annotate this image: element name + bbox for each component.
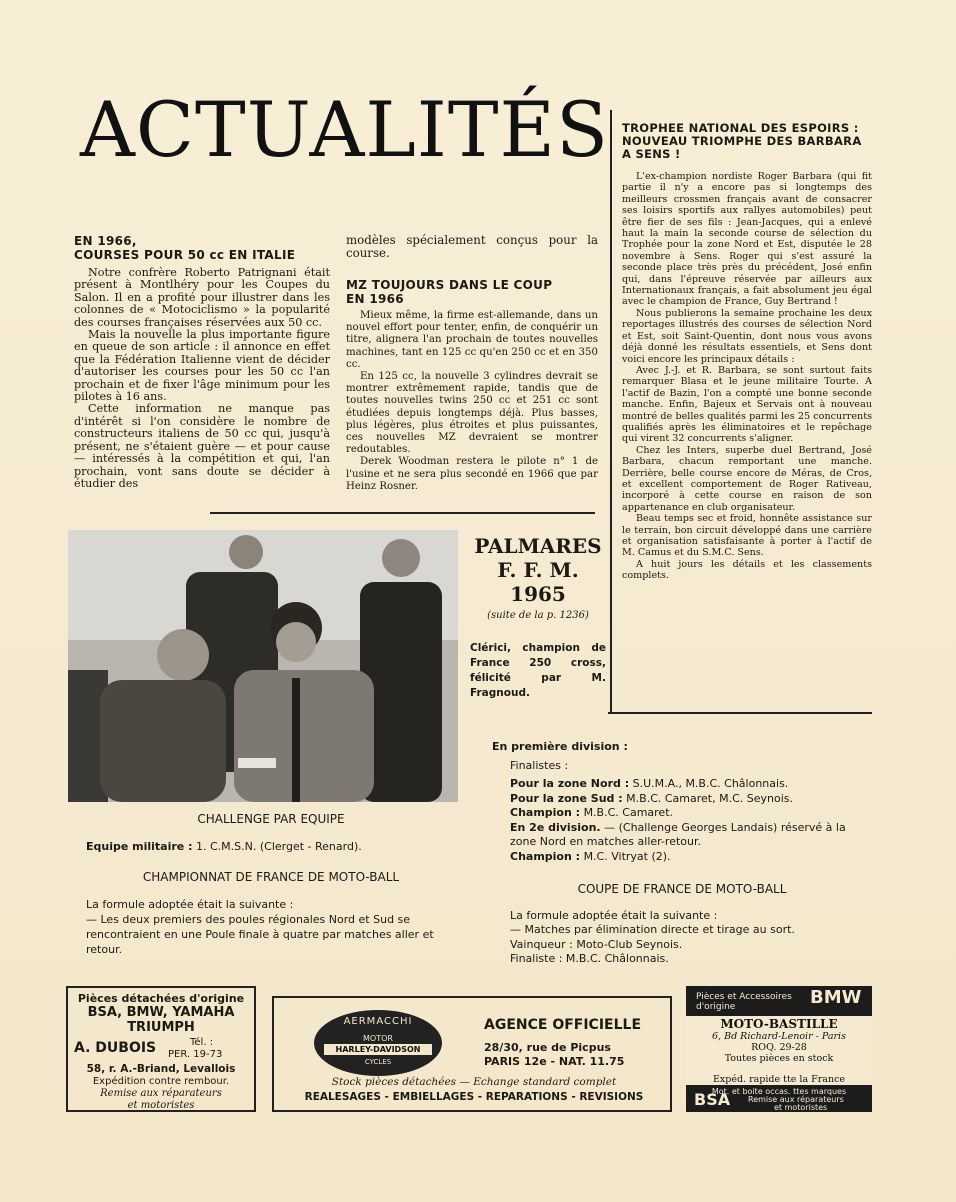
right-article-title-3: A SENS !	[622, 147, 681, 161]
ad-line: Expédition contre rembour.	[92, 1076, 230, 1087]
right-article-title-1: TROPHEE NATIONAL DES ESPOIRS :	[622, 121, 859, 135]
continuation-text: modèles spécialement conçus pour la course.	[346, 233, 598, 260]
ad-line: Pièces détachées d'origine	[77, 992, 245, 1005]
results-left	[86, 812, 456, 957]
left-article-body	[74, 267, 330, 490]
palmares-block	[470, 534, 606, 701]
premiere-division: En première division :	[492, 740, 628, 753]
masthead: ACTUALITÉS	[80, 85, 610, 174]
stock-line: Stock pièces détachées — Echange standard complet	[331, 1076, 617, 1088]
aermacchi-logo	[314, 1010, 442, 1076]
ad-line: et motoristes	[774, 1103, 828, 1112]
photo-caption: Clérici, champion de France 250 cross, félicité par M. Fragnoud.	[470, 642, 606, 699]
moto-ball-title: CHAMPIONNAT DE FRANCE DE MOTO-BALL	[142, 870, 400, 884]
paragraph: Cette information ne manque pas d'intérêt si l'on considère le nombre de constructeurs italiens de 50 cc qui, jusqu'à présent, ne s'étaient guère — et pour cause — intéressés à la compétition et qui, l'an prochain, vont sans doute se décider à étudier des	[74, 402, 330, 490]
logo-text: CYCLES	[364, 1058, 392, 1066]
champion-value: M.C. Vitryat (2).	[583, 849, 671, 863]
ad-aermacchi	[272, 996, 672, 1112]
paragraph: Mieux même, la firme est-allemande, dans un nouvel effort pour tenter, enfin, de conquérir un titre, alignera l'an prochain de toutes nouvelles machines, tant en 125 cc qu'en 250 cc et en 350 cc.	[346, 310, 598, 370]
logo-text: AERMACCHI	[343, 1016, 413, 1027]
news-photo	[68, 530, 458, 802]
ad-line: Mot. et boite occas. ttes marques	[711, 1087, 847, 1096]
ad-bmw	[686, 986, 872, 1112]
coupe-title: COUPE DE FRANCE DE MOTO-BALL	[577, 882, 787, 896]
vainqueur: Vainqueur : Moto-Club Seynois.	[510, 937, 683, 951]
sud-label: Pour la zone Sud :	[510, 791, 623, 805]
middle-article-title-1: MZ TOUJOURS DANS LE COUP	[346, 278, 553, 292]
right-article-body	[622, 171, 872, 582]
equipe-value: 1. C.M.S.N. (Clerget - Renard).	[196, 840, 362, 853]
palmares-year: 1965	[510, 582, 566, 606]
formule-item: — Les deux premiers des poules régionales Nord et Sud se rencontraient en une Poule finale à quatre par matches aller et retour.	[86, 913, 434, 956]
formule-text: La formule adoptée était la suivante :	[86, 898, 294, 911]
ad-dubois	[66, 986, 256, 1112]
sud-value: M.B.C. Camaret, M.C. Seynois.	[626, 791, 794, 805]
ad-tel: ROQ. 29-28	[751, 1042, 807, 1053]
champion-label: Champion :	[510, 806, 581, 819]
ad-line: Remise aux réparateurs	[748, 1095, 844, 1104]
agence-address: PARIS 12e - NAT. 11.75	[484, 1055, 625, 1068]
right-article	[622, 122, 872, 582]
ad-name: A. DUBOIS	[74, 1040, 157, 1056]
ad-line: Pièces et Accessoires	[696, 992, 792, 1002]
middle-article	[346, 234, 598, 493]
ad-line: d'origine	[696, 1002, 736, 1012]
middle-article-body	[346, 310, 598, 493]
paragraph: Nous publierons la semaine prochaine les deux reportages illustrés des courses de sélection Nord et Est, soit Saint-Quentin, dont nous vous avons déjà donné les résultats essentiels, et Sens dont voici encore les principaux détails :	[622, 307, 872, 365]
finalistes-label: Finalistes :	[510, 758, 569, 772]
ad-line: Expéd. rapide tte la France	[686, 1074, 872, 1085]
ad-line: BSA, BMW, YAMAHA	[87, 1005, 235, 1020]
champion-value: M.B.C. Camaret.	[583, 806, 674, 819]
palmares-suite: (suite de la p. 1236)	[487, 610, 589, 621]
palmares-subtitle: F. F. M.	[497, 558, 579, 582]
left-article-title-1: EN 1966,	[74, 234, 137, 248]
divider	[608, 712, 872, 714]
ad-address: 6, Bd Richard-Lenoir - Paris	[712, 1031, 846, 1042]
ad-bmw-inner	[686, 1016, 872, 1074]
nord-label: Pour la zone Nord :	[510, 777, 630, 790]
palmares-title: PALMARES	[474, 534, 602, 558]
nord-value: S.U.M.A., M.B.C. Châlonnais.	[632, 777, 789, 790]
ad-line: et motoristes	[127, 1100, 195, 1111]
paragraph: En 125 cc, la nouvelle 3 cylindres devrait se montrer extrêmement rapide, tandis que de toutes nouvelles twins 250 cc et 251 cc sont étudiées depuis longtemps déjà. Plus basses, plus légères, plus étroites et plus puissantes, ces nouvelles MZ devraient se montrer redoutables.	[346, 371, 598, 456]
logo-text: MOTOR	[363, 1034, 393, 1043]
deuxieme-value: — (Challenge Georges Landais) réservé à la zone Nord en matches aller-retour.	[510, 820, 846, 848]
coupe-formule-item: — Matches par élimination directe et tirage au sort.	[510, 923, 795, 936]
ad-tel-value: PER. 19-73	[168, 1049, 223, 1060]
left-article	[74, 234, 330, 490]
divider	[210, 512, 595, 514]
deuxieme-label: En 2e division.	[510, 820, 601, 834]
ad-address: 58, r. A.-Briand, Levallois	[86, 1063, 236, 1075]
middle-article-title-2: EN 1966	[346, 292, 404, 306]
paragraph: A huit jours les détails et les classements complets.	[622, 558, 872, 582]
challenge-title: CHALLENGE PAR EQUIPE	[197, 812, 345, 826]
ad-line: TRIUMPH	[127, 1020, 195, 1035]
bsa-logo-text: BSA	[694, 1090, 731, 1109]
paragraph: Chez les Inters, superbe duel Bertrand, José Barbara, chacun remportant une manche. Derrière, belle course encore de Méras, de Cros, et excellent comportement de Roger Rativeau, incorporé à cette course en raison de son appartenance en club organisateur.	[622, 444, 872, 513]
coupe-formule: La formule adoptée était la suivante :	[510, 908, 718, 922]
logo-text: HARLEY-DAVIDSON	[324, 1044, 432, 1055]
ad-name: MOTO-BASTILLE	[720, 1017, 838, 1031]
paragraph: L'ex-champion nordiste Roger Barbara (qui fit partie il n'y a encore pas si longtemps des meilleurs crossmen français avant de consacrer ses loisirs sportifs aux rallyes automobiles) peut être fier de ses fils : Jean-Jacques, qui a enlevé haut la main la seconde course de sélection du Trophée pour la zone Nord et Est, disputée le 28 novembre à Sens. Roger qui s'est assuré la seconde place très près du précédent, José enfin qui, dans l'épreuve réservée par ailleurs aux Internationaux français, a fait absolument jeu égal avec le champion de France, Guy Bertrand !	[622, 171, 872, 308]
paragraph: Avec J.-J. et R. Barbara, se sont surtout faits remarquer Blasa et le jeune militaire Tourte. A l'actif de Bazin, l'on a compté une bonne seconde manche. Enfin, Bajeux et Servais ont à nouveau montré de belles qualités parmi les 25 concurrents qualifiés après les éliminatoires et le repêchage qui virent 32 concurrents s'aligner.	[622, 364, 872, 445]
photo-illustration	[68, 530, 458, 802]
services-line: REALESAGES - EMBIELLAGES - REPARATIONS - REVISIONS	[304, 1091, 644, 1103]
paragraph: Notre confrère Roberto Patrignani était présent à Montlhéry pour les Coupes du Salon. Il en a profité pour illustrer dans les colonnes de « Motociclismo » la popularité des courses françaises réservées aux 50 cc.	[74, 266, 330, 329]
finaliste: Finaliste : M.B.C. Châlonnais.	[510, 952, 669, 965]
right-article-title-2: NOUVEAU TRIOMPHE DES BARBARA	[622, 134, 862, 148]
agence-title: AGENCE OFFICIELLE	[484, 1017, 642, 1033]
paragraph: Derek Woodman restera le pilote n° 1 de l'usine et ne sera plus secondé en 1966 que par Heinz Rosner.	[346, 456, 598, 492]
ad-line: Toutes pièces en stock	[724, 1053, 834, 1064]
paragraph: Beau temps sec et froid, honnête assistance sur le terrain, bon circuit développé dans une carrière et organisation satisfaisante à porter à l'actif de M. Camus et du S.M.C. Sens.	[622, 513, 872, 559]
equipe-label: Equipe militaire :	[86, 840, 193, 853]
ad-tel-label: Tél. :	[190, 1037, 214, 1048]
agence-address: 28/30, rue de Picpus	[484, 1041, 611, 1054]
bmw-logo-text: BMW	[810, 987, 862, 1008]
paragraph: Mais la nouvelle la plus importante figure en queue de son article : il annonce en effet que la Fédération Italienne vient de décider d'autoriser les courses pour les 50 cc l'an prochain et de fixer l'âge minimum pour les pilotes à 16 ans.	[74, 328, 330, 404]
divider	[610, 110, 612, 714]
results-right	[492, 740, 872, 967]
ad-line: Remise aux réparateurs	[100, 1088, 222, 1099]
champion-label: Champion :	[510, 849, 581, 863]
left-article-title-2: COURSES POUR 50 cc EN ITALIE	[74, 248, 296, 262]
